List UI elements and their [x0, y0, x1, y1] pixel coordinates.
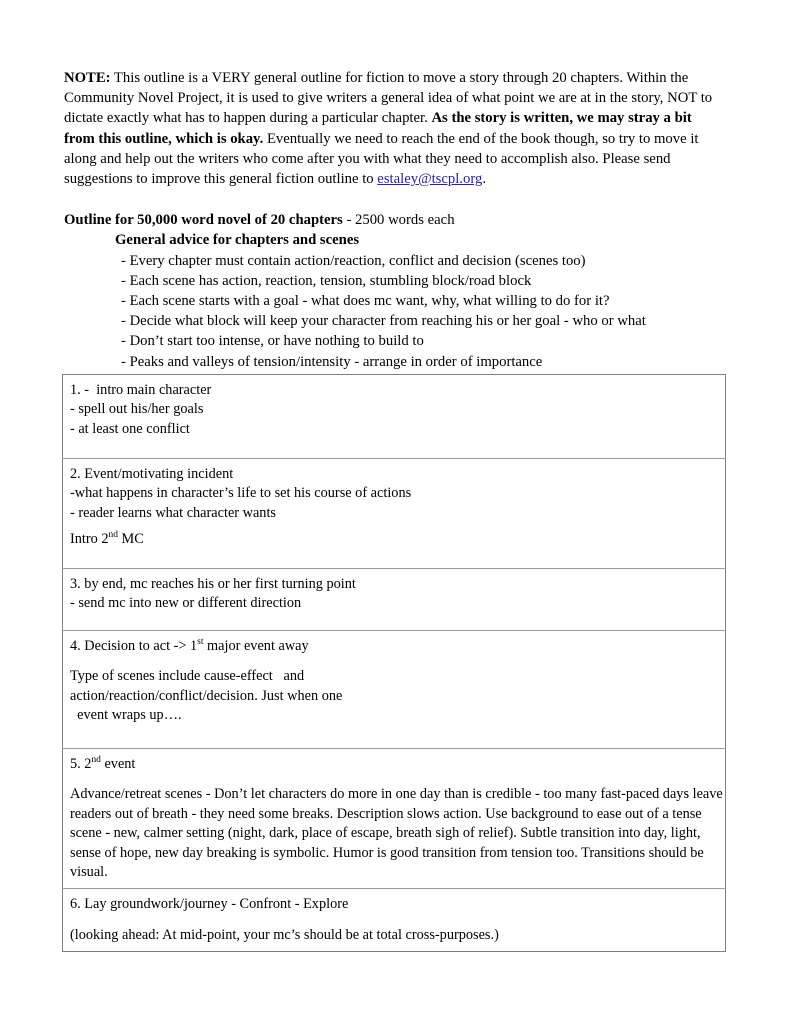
spacer — [70, 656, 725, 667]
note-bold-clause: As the story is written, we may stray a bit from this outline, which is okay. — [64, 110, 692, 147]
chapter-1-line-2: - spell out his/her goals — [70, 401, 204, 418]
chapter-4-decision-text: 4. Decision to act -> 1 — [70, 638, 198, 654]
table-row — [63, 569, 726, 631]
chapter-3-line-1: 3. by end, mc reaches his or her first turning point — [70, 576, 356, 592]
outline-title-rest: - 2500 words each — [342, 212, 455, 229]
note-trailing-period: . — [482, 171, 486, 188]
chapter-4-line-3: action/reaction/conflict/decision. Just when one — [70, 687, 343, 704]
chapter-6-line-2: (looking ahead: At mid-point, your mc’s should be at total cross-purposes.) — [70, 926, 499, 943]
chapter-cell-5 — [63, 749, 726, 889]
email-link[interactable]: estaley@tscpl.org — [377, 171, 483, 188]
advice-item: - Every chapter must contain action/reaction, conflict and decision (scenes too) — [121, 252, 586, 269]
chapter-2-intro-text: Intro 2 — [70, 531, 109, 548]
chapter-2-line-4 — [70, 530, 725, 549]
chapter-2-mc-text: MC — [117, 531, 144, 548]
chapter-6-line-1: 6. Lay groundwork/journey - Confront - Explore — [70, 896, 349, 913]
note-paragraph — [64, 68, 726, 189]
chapter-2-line-2: -what happens in character’s life to set his course of actions — [70, 485, 412, 502]
advice-list — [64, 251, 726, 372]
chapter-cell-4 — [63, 631, 726, 749]
ordinal-suffix: nd — [91, 755, 101, 766]
advice-item: - Don’t start too intense, or have nothing to build to — [121, 333, 424, 350]
chapter-cell-2 — [63, 459, 726, 569]
chapter-cell-6 — [63, 889, 726, 952]
chapter-cell-3 — [63, 569, 726, 631]
chapter-4-line-1 — [70, 637, 725, 656]
table-row — [63, 459, 726, 569]
chapter-5-number-text: 5. 2 — [70, 756, 92, 772]
chapter-4-line-4: event wraps up…. — [70, 707, 182, 724]
chapter-4-event-text: major event away — [203, 638, 309, 654]
outline-section — [64, 210, 726, 372]
chapter-3-line-2: - send mc into new or different direction — [70, 595, 302, 612]
advice-heading: General advice for chapters and scenes — [115, 232, 360, 249]
chapter-4-line-2: Type of scenes include cause-effect and — [70, 668, 305, 685]
document-body — [64, 68, 726, 372]
ordinal-suffix: nd — [108, 530, 118, 541]
table-row — [63, 375, 726, 459]
table-row — [63, 749, 726, 889]
ordinal-suffix: st — [197, 637, 204, 648]
chapter-5-body: Advance/retreat scenes - Don’t let characters do more in one day than is credible - too many fast-paced days leave readers out of breath - they need some breaks. Description slows action. Use background to ease out of a tense scene - new, calmer setting (night, dark, place of escape, breath sigh of relief). Subtle transition into day, light, sense of hope, new day breaking is symbolic. Humor is good transition from tension too. Transitions should be visual. — [70, 786, 727, 881]
chapter-1-line-3: - at least one conflict — [70, 420, 190, 437]
chapter-2-line-1: 2. Event/motivating incident — [70, 466, 234, 482]
outline-title — [64, 210, 726, 230]
note-label: NOTE: — [64, 70, 111, 86]
table-row — [63, 889, 726, 952]
spacer — [70, 523, 725, 530]
spacer — [70, 774, 725, 785]
chapter-outline-table — [62, 374, 726, 952]
chapter-1-line-1: 1. - intro main character — [70, 382, 212, 398]
advice-item: - Peaks and valleys of tension/intensity - arrange in order of importance — [121, 353, 543, 370]
note-text-part-2: Eventually we need to reach the end of the book though, so try to move it along and help out the writers who come after you with what they need to accomplish also. Please send suggestions to improve this general fiction outline to — [64, 130, 699, 188]
chapter-5-line-1 — [70, 755, 725, 774]
advice-item: - Each scene starts with a goal - what does mc want, why, what willing to do for it? — [121, 293, 610, 310]
table-row — [63, 631, 726, 749]
outline-title-bold: Outline for 50,000 word novel of 20 chapters — [64, 212, 343, 229]
advice-item: - Each scene has action, reaction, tension, stumbling block/road block — [121, 272, 532, 289]
note-text-part-1: This outline is a VERY general outline for fiction to move a story through 20 chapters. Within the Community Novel Project, it is used to give writers a general idea of what point we are at in the story, NOT to dictate exactly what has to happen during a particular chapter. — [64, 70, 713, 127]
chapter-5-event-text: event — [100, 756, 136, 772]
chapter-2-line-3: - reader learns what character wants — [70, 504, 276, 521]
advice-item: - Decide what block will keep your character from reaching his or her goal - who or what — [121, 313, 646, 330]
spacer — [70, 915, 725, 926]
chapter-cell-1 — [63, 375, 726, 459]
